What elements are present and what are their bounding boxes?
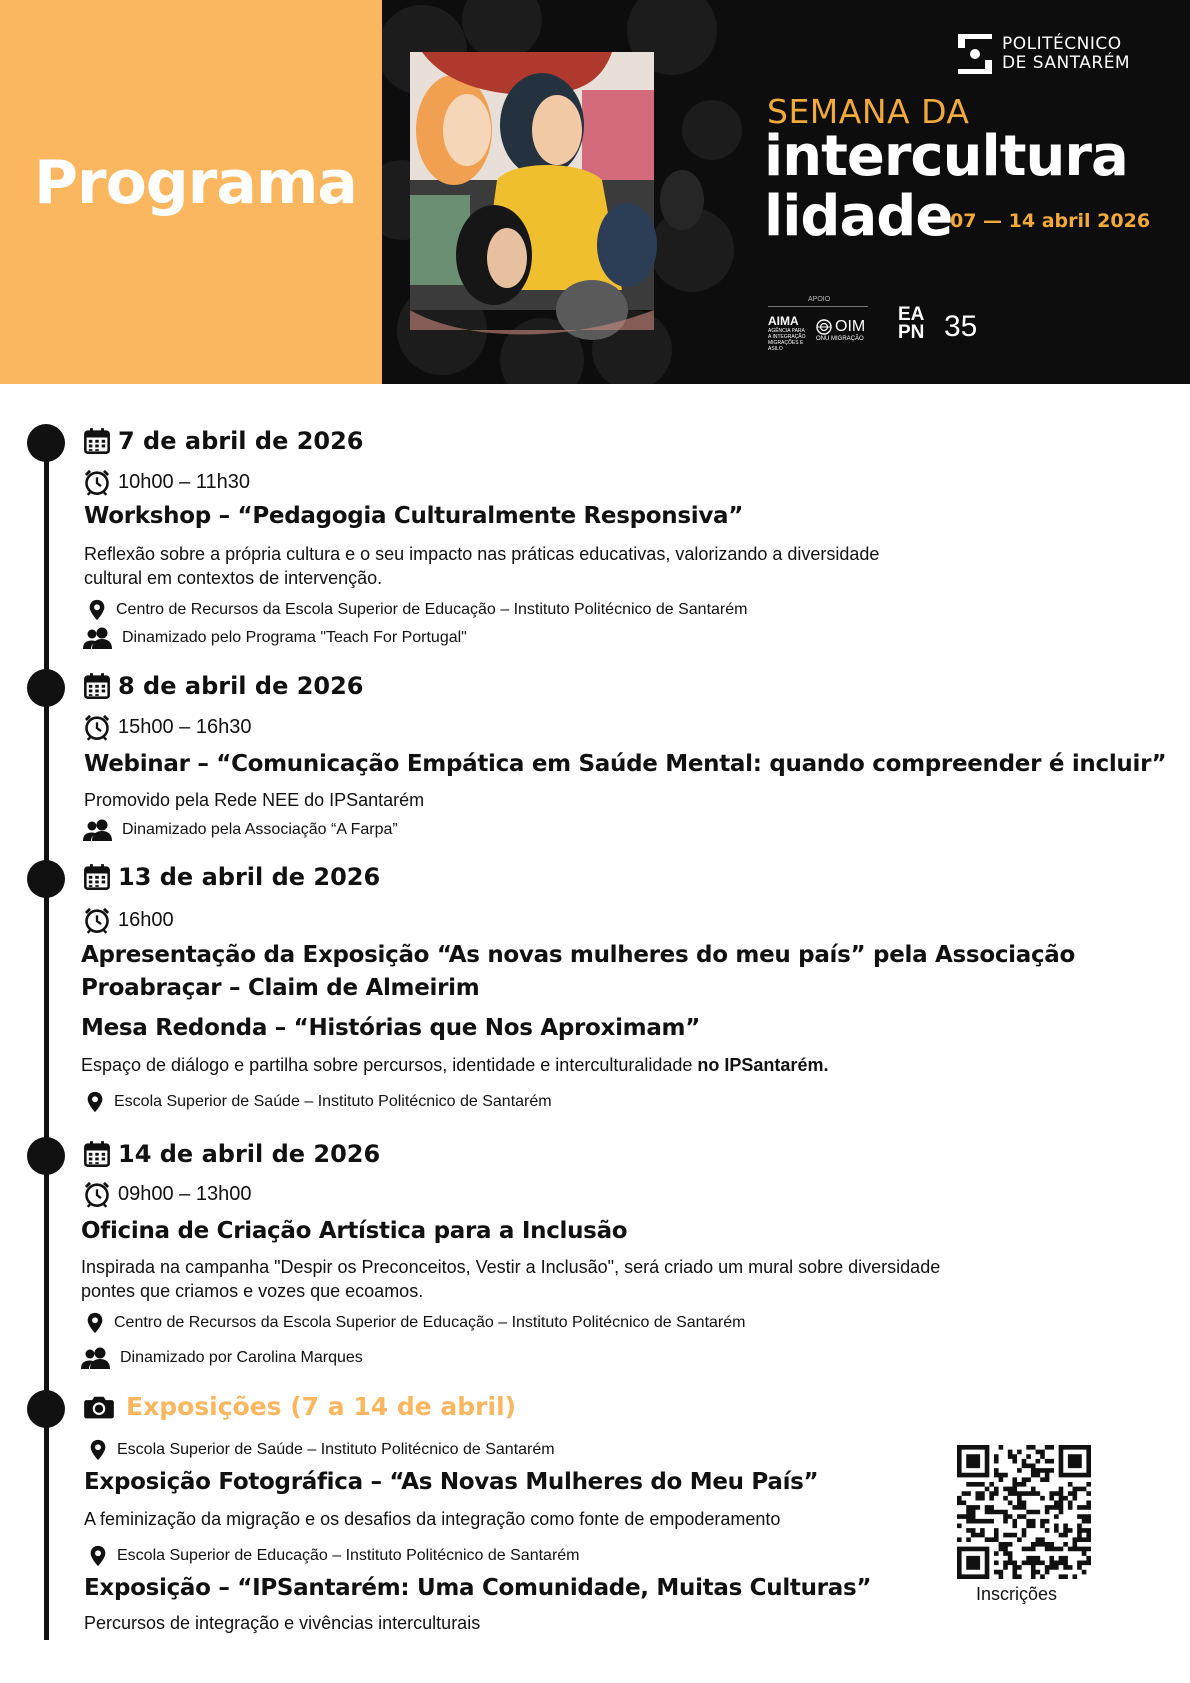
support-label: APOIO (808, 296, 831, 303)
support-divider (768, 306, 868, 307)
event-time: 15h00 – 16h30 (118, 715, 252, 738)
event-title: Oficina de Criação Artística para a Inclusão (81, 1218, 628, 1244)
sponsor-eapn-anniversary: 35 (944, 310, 978, 343)
exhibition-title: Exposição – “IPSantarém: Uma Comunidade, Muitas Culturas” (84, 1575, 872, 1601)
event-description-line1: Reflexão sobre a própria cultura e o seu impacto nas práticas educativas, valorizando a diversidade (84, 544, 880, 564)
event-time: 09h00 – 13h00 (118, 1182, 252, 1205)
event-description (81, 1054, 828, 1077)
calendar-icon (83, 672, 111, 700)
page-title: Programa (34, 148, 357, 218)
location-pin-icon (87, 1543, 109, 1569)
event-description-line2: pontes que criamos e vozes que ecoamos. (81, 1281, 424, 1301)
event-date: 7 de abril de 2026 (118, 427, 364, 455)
event-description-line1: Inspirada na campanha "Despir os Preconceitos, Vestir a Inclusão", será criado um mural sobre diversidade (81, 1257, 941, 1277)
users-icon (82, 626, 114, 650)
exhibitions-heading-row (83, 1392, 516, 1421)
sponsor-aima-subtitle: AGÊNCIA PARA A INTEGRAÇÃO MIGRAÇÕES E ASILO (768, 328, 806, 352)
institution-name-line1: POLITÉCNICO (1002, 34, 1122, 54)
sponsor-aima-name: AIMA (768, 314, 799, 328)
un-emblem-icon (816, 319, 832, 335)
users-icon (80, 1346, 112, 1370)
event-host-row (82, 818, 398, 842)
institution-logo (958, 34, 1130, 74)
timeline-line (44, 440, 49, 1640)
timeline-dot (27, 669, 65, 707)
exhibition-location: Escola Superior de Saúde – Instituto Politécnico de Santarém (117, 1441, 555, 1458)
exhibition-location: Escola Superior de Educação – Instituto Politécnico de Santarém (117, 1547, 580, 1564)
event-time-row (83, 1180, 251, 1208)
registration-qr-code[interactable] (957, 1445, 1091, 1579)
event-host-row (80, 1346, 363, 1370)
event-location: Centro de Recursos da Escola Superior de Educação – Instituto Politécnico de Santarém (116, 601, 748, 618)
qr-label: Inscrições (976, 1584, 1058, 1604)
event-date-row (83, 427, 364, 455)
exhibition-title: Exposição Fotográfica – “As Novas Mulheres do Meu País” (84, 1469, 819, 1495)
event-location: Escola Superior de Saúde – Instituto Politécnico de Santarém (114, 1093, 552, 1110)
event-description-bold: no IPSantarém. (697, 1055, 829, 1075)
calendar-icon (83, 863, 111, 891)
event-description-text: Espaço de diálogo e partilha sobre percursos, identidade e interculturalidade (81, 1055, 693, 1075)
event-host: Dinamizado pelo Programa "Teach For Portugal" (122, 629, 467, 646)
event-host: Dinamizado pela Associação “A Farpa” (122, 821, 398, 838)
timeline-dot (27, 1137, 65, 1175)
event-host: Dinamizado por Carolina Marques (120, 1349, 363, 1366)
exhibition-location-row (87, 1437, 555, 1463)
event-time: 16h00 (118, 908, 174, 931)
institution-name-line2: DE SANTARÉM (1002, 53, 1131, 73)
exhibition-description: A feminização da migração e os desafios da integração como fonte de empoderamento (84, 1509, 781, 1529)
event-title-line2: Proabraçar – Claim de Almeirim (81, 975, 480, 1001)
event-title-line2: lidade (764, 184, 953, 249)
sponsor-oim-name: OIM (835, 318, 866, 335)
event-subtitle: Mesa Redonda – “Histórias que Nos Aproximam” (81, 1015, 701, 1041)
event-location-row (84, 1089, 552, 1115)
exhibitions-heading: Exposições (7 a 14 de abril) (126, 1392, 517, 1421)
location-pin-icon (87, 1437, 109, 1463)
timeline-dot (27, 860, 65, 898)
sponsor-eapn-top: EA (898, 304, 925, 325)
calendar-icon (83, 1140, 111, 1168)
event-title-line1: intercultura (764, 124, 1128, 189)
event-time: 10h00 – 11h30 (118, 470, 250, 493)
event-date: 8 de abril de 2026 (118, 672, 364, 700)
event-time-row (83, 713, 251, 741)
sponsor-oim-logo (816, 318, 866, 342)
sponsor-eapn-logo (898, 306, 924, 342)
sponsor-aima-logo (768, 314, 808, 352)
event-title-line1: Apresentação da Exposição “As novas mulheres do meu país” pela Associação (81, 942, 1076, 968)
event-title: Workshop – “Pedagogia Culturalmente Responsiva” (84, 503, 744, 529)
event-location-row (86, 597, 747, 623)
users-icon (82, 818, 114, 842)
exhibition-location-row (87, 1543, 580, 1569)
event-description: Promovido pela Rede NEE do IPSantarém (84, 790, 425, 810)
event-host-row (82, 626, 467, 650)
alarm-clock-icon (83, 906, 111, 934)
timeline-dot (27, 424, 65, 462)
event-time-row (83, 906, 174, 934)
event-time-row (83, 468, 250, 496)
alarm-clock-icon (83, 1180, 111, 1208)
sponsor-eapn-bottom: PN (898, 322, 925, 343)
ips-logo-icon (958, 34, 992, 74)
alarm-clock-icon (83, 713, 111, 741)
event-date-row (83, 1140, 380, 1168)
location-pin-icon (84, 1089, 106, 1115)
event-date-row (83, 863, 380, 891)
event-date: 13 de abril de 2026 (118, 863, 381, 891)
event-dates: 07 — 14 abril 2026 (950, 210, 1151, 232)
location-pin-icon (84, 1310, 106, 1336)
sponsor-oim-subtitle: ONU MIGRAÇÃO (816, 336, 864, 342)
event-location: Centro de Recursos da Escola Superior de Educação – Instituto Politécnico de Santarém (114, 1314, 746, 1331)
location-pin-icon (86, 597, 108, 623)
timeline-dot (27, 1390, 65, 1428)
event-title: Webinar – “Comunicação Empática em Saúde Mental: quando compreender é incluir” (84, 751, 1167, 777)
calendar-icon (83, 427, 111, 455)
camera-icon (83, 1393, 115, 1421)
exhibition-description: Percursos de integração e vivências interculturais (84, 1613, 481, 1633)
event-date-row (83, 672, 364, 700)
event-description-line2: cultural em contextos de intervenção. (84, 568, 383, 588)
alarm-clock-icon (83, 468, 111, 496)
event-date: 14 de abril de 2026 (118, 1140, 381, 1168)
event-pretitle: SEMANA DA (767, 92, 970, 131)
event-location-row (84, 1310, 745, 1336)
